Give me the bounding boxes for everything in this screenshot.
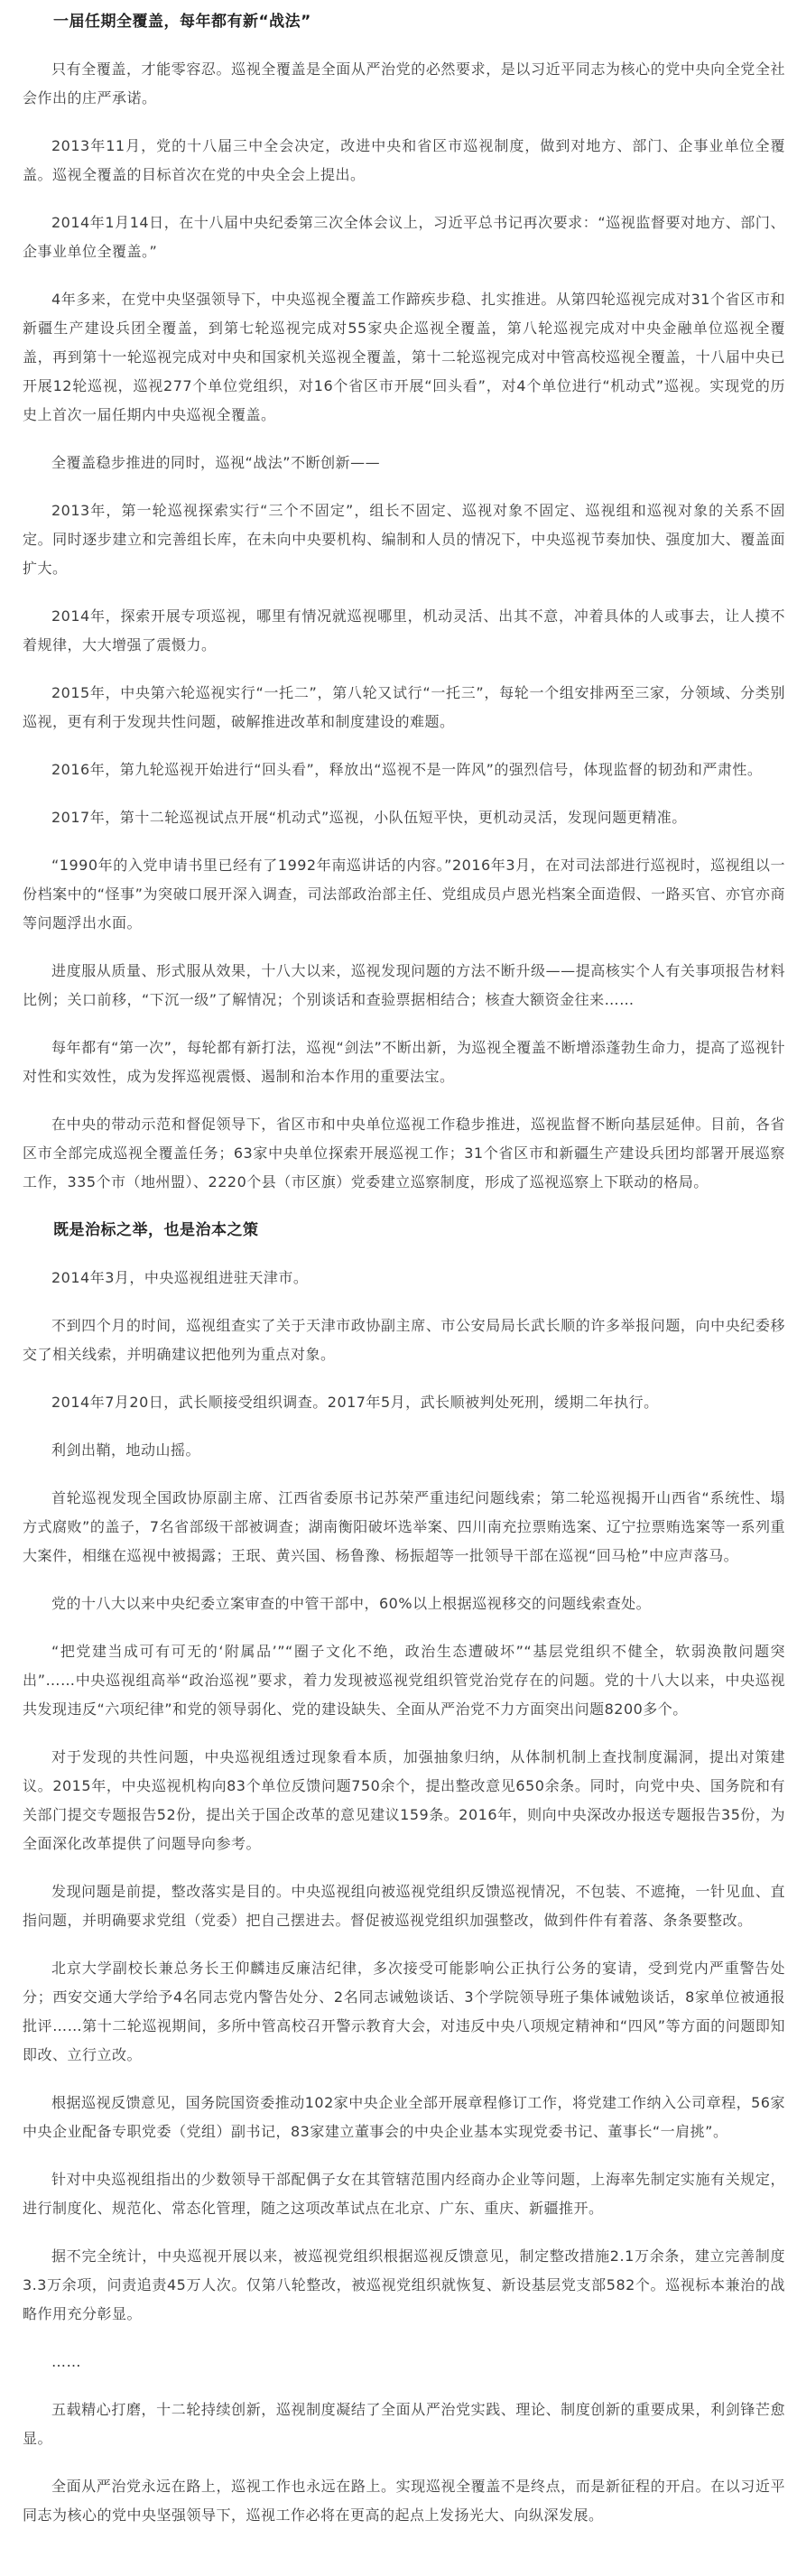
paragraph: 利剑出鞘，地动山摇。	[51, 1441, 201, 1459]
paragraph: 只有全覆盖，才能零容忍。巡视全覆盖是全面从严治党的必然要求，是以习近平同志为核心的党中央向全党全社会作出的庄严承诺。	[23, 60, 785, 107]
paragraph: 2013年，第一轮巡视探索实行“三个不固定”，组长不固定、巡视对象不固定、巡视组和巡视对象的关系不固定。同时逐步建立和完善组长库，在未向中央要机构、编制和人员的情况下，中央巡视节奏加快、强度加大、覆盖面扩大。	[23, 502, 785, 577]
paragraph: 对于发现的共性问题，中央巡视组透过现象看本质，加强抽象归纳，从体制机制上查找制度漏洞，提出对策建议。2015年，中央巡视机构向83个单位反馈问题750余个，提出整改意见650余条。同时，向党中央、国务院和有关部门提交专题报告52份，提出关于国企改革的意见建议159条。2016年，则向中央深改办报送专题报告35份，为全面深化改革提供了问题导向参考。	[23, 1748, 785, 1852]
paragraph: 发现问题是前提，整改落实是目的。中央巡视组向被巡视党组织反馈巡视情况，不包装、不遮掩，一针见血、直指问题，并明确要求党组（党委）把自己摆进去。督促被巡视党组织加强整改，做到件件有着落、条条要整改。	[23, 1883, 785, 1929]
paragraph: 4年多来，在党中央坚强领导下，中央巡视全覆盖工作蹄疾步稳、扎实推进。从第四轮巡视完成对31个省区市和新疆生产建设兵团全覆盖，到第七轮巡视完成对55家央企巡视全覆盖，第八轮巡视完成对中央金融单位巡视全覆盖，再到第十一轮巡视完成对中央和国家机关巡视全覆盖，第十二轮巡视完成对中管高校巡视全覆盖，十八届中央已开展12轮巡视，巡视277个单位党组织，对16个省区市开展“回头看”，对4个单位进行“机动式”巡视。实现党的历史上首次一届任期内中央巡视全覆盖。	[23, 291, 785, 423]
paragraph: 据不完全统计，中央巡视开展以来，被巡视党组织根据巡视反馈意见，制定整改措施2.1万余条，建立完善制度3.3万余项，问责追责45万人次。仅第八轮整改，被巡视党组织就恢复、新设基层党支部582个。巡视标本兼治的战略作用充分彰显。	[23, 2247, 785, 2322]
paragraph: 全覆盖稳步推进的同时，巡视“战法”不断创新——	[51, 454, 381, 471]
paragraph: 全面从严治党永远在路上，巡视工作也永远在路上。实现巡视全覆盖不是终点，而是新征程的开启。在以习近平同志为核心的党中央坚强领导下，巡视工作必将在更高的起点上发扬光大、向纵深发展。	[23, 2478, 785, 2524]
paragraph: “1990年的入党申请书里已经有了1992年南巡讲话的内容。”2016年3月，在对司法部进行巡视时，巡视组以一份档案中的“怪事”为突破口展开深入调查，司法部政治部主任、党组成员卢恩光档案全面造假、一路买官、亦官亦商等问题浮出水面。	[23, 857, 785, 931]
paragraph: 2013年11月，党的十八届三中全会决定，改进中央和省区市巡视制度，做到对地方、部门、企事业单位全覆盖。巡视全覆盖的目标首次在党的中央全会上提出。	[23, 137, 785, 183]
paragraph-ellipsis: ……	[51, 2353, 81, 2370]
article-section-title: 一届任期全覆盖，每年都有新“战法”	[53, 13, 311, 31]
paragraph: 2014年1月14日，在十八届中央纪委第三次全体会议上，习近平总书记再次要求：“巡视监督要对地方、部门、企事业单位全覆盖。”	[23, 214, 785, 260]
paragraph: 2014年3月，中央巡视组进驻天津市。	[51, 1269, 309, 1286]
paragraph: 首轮巡视发现全国政协原副主席、江西省委原书记苏荣严重违纪问题线索；第二轮巡视揭开山西省“系统性、塌方式腐败”的盖子，7名省部级干部被调查；湖南衡阳破坏选举案、四川南充拉票贿选案、辽宁拉票贿选案等一系列重大案件，相继在巡视中被揭露；王珉、黄兴国、杨鲁豫、杨振超等一批领导干部在巡视“回马枪”中应声落马。	[23, 1489, 785, 1564]
paragraph: 针对中央巡视组指出的少数领导干部配偶子女在其管辖范围内经商办企业等问题，上海率先制定实施有关规定，进行制度化、规范化、常态化管理，随之这项改革试点在北京、广东、重庆、新疆推开。	[23, 2171, 785, 2217]
paragraph: 五载精心打磨，十二轮持续创新，巡视制度凝结了全面从严治党实践、理论、制度创新的重要成果，利剑锋芒愈显。	[23, 2401, 785, 2447]
paragraph: 2014年7月20日，武长顺接受组织调查。2017年5月，武长顺被判处死刑，缓期二年执行。	[51, 1394, 659, 1411]
paragraph: 进度服从质量、形式服从效果，十八大以来，巡视发现问题的方法不断升级——提高核实个人有关事项报告材料比例；关口前移，“下沉一级”了解情况；个别谈话和查验票据相结合；核查大额资金往来……	[23, 962, 785, 1008]
paragraph: 北京大学副校长兼总务长王仰麟违反廉洁纪律，多次接受可能影响公正执行公务的宴请，受到党内严重警告处分；西安交通大学给予4名同志党内警告处分、2名同志诫勉谈话、3个学院领导班子集体诫勉谈话，8家单位被通报批评……第十二轮巡视期间，多所中管高校召开警示教育大会，对违反中央八项规定精神和“四风”等方面的问题即知即改、立行立改。	[23, 1960, 785, 2063]
paragraph: 党的十八大以来中央纪委立案审查的中管干部中，60%以上根据巡视移交的问题线索查处。	[51, 1595, 652, 1612]
paragraph: 2016年，第九轮巡视开始进行“回头看”，释放出“巡视不是一阵风”的强烈信号，体现监督的韧劲和严肃性。	[51, 761, 763, 778]
paragraph: 2014年，探索开展专项巡视，哪里有情况就巡视哪里，机动灵活、出其不意，冲着具体的人或事去，让人摸不着规律，大大增强了震慑力。	[23, 607, 785, 653]
paragraph: 每年都有“第一次”，每轮都有新打法，巡视“剑法”不断出新，为巡视全覆盖不断增添蓬勃生命力，提高了巡视针对性和实效性，成为发挥巡视震慑、遏制和治本作用的重要法宝。	[23, 1039, 785, 1085]
paragraph: 根据巡视反馈意见，国务院国资委推动102家中央企业全部开展章程修订工作，将党建工作纳入公司章程，56家中央企业配备专职党委（党组）副书记，83家建立董事会的中央企业基本实现党委书记、董事长“一肩挑”。	[23, 2094, 785, 2140]
paragraph: 2017年，第十二轮巡视试点开展“机动式”巡视，小队伍短平快，更机动灵活，发现问题更精准。	[51, 809, 687, 826]
paragraph: 在中央的带动示范和督促领导下，省区市和中央单位巡视工作稳步推进，巡视监督不断向基层延伸。目前，各省区市全部完成巡视全覆盖任务；63家中央单位探索开展巡视工作；31个省区市和新疆生产建设兵团均部署开展巡察工作，335个市（地州盟）、2220个县（市区旗）党委建立巡察制度，形成了巡视巡察上下联动的格局。	[23, 1116, 785, 1191]
article-section-title: 既是治标之举，也是治本之策	[53, 1221, 259, 1239]
paragraph: “把党建当成可有可无的‘附属品’”“圈子文化不绝，政治生态遭破坏”“基层党组织不健全，软弱涣散问题突出”……中央巡视组高举“政治巡视”要求，着力发现被巡视党组织管党治党存在的问题。党的十八大以来，中央巡视共发现违反“六项纪律”和党的领导弱化、党的建设缺失、全面从严治党不力方面突出问题8200多个。	[23, 1643, 785, 1718]
paragraph: 2015年，中央第六轮巡视实行“一托二”，第八轮又试行“一托三”，每轮一个组安排两至三家，分领域、分类别巡视，更有利于发现共性问题，破解推进改革和制度建设的难题。	[23, 684, 785, 730]
paragraph: 不到四个月的时间，巡视组查实了关于天津市政协副主席、市公安局局长武长顺的许多举报问题，向中央纪委移交了相关线索，并明确建议把他列为重点对象。	[23, 1317, 785, 1363]
